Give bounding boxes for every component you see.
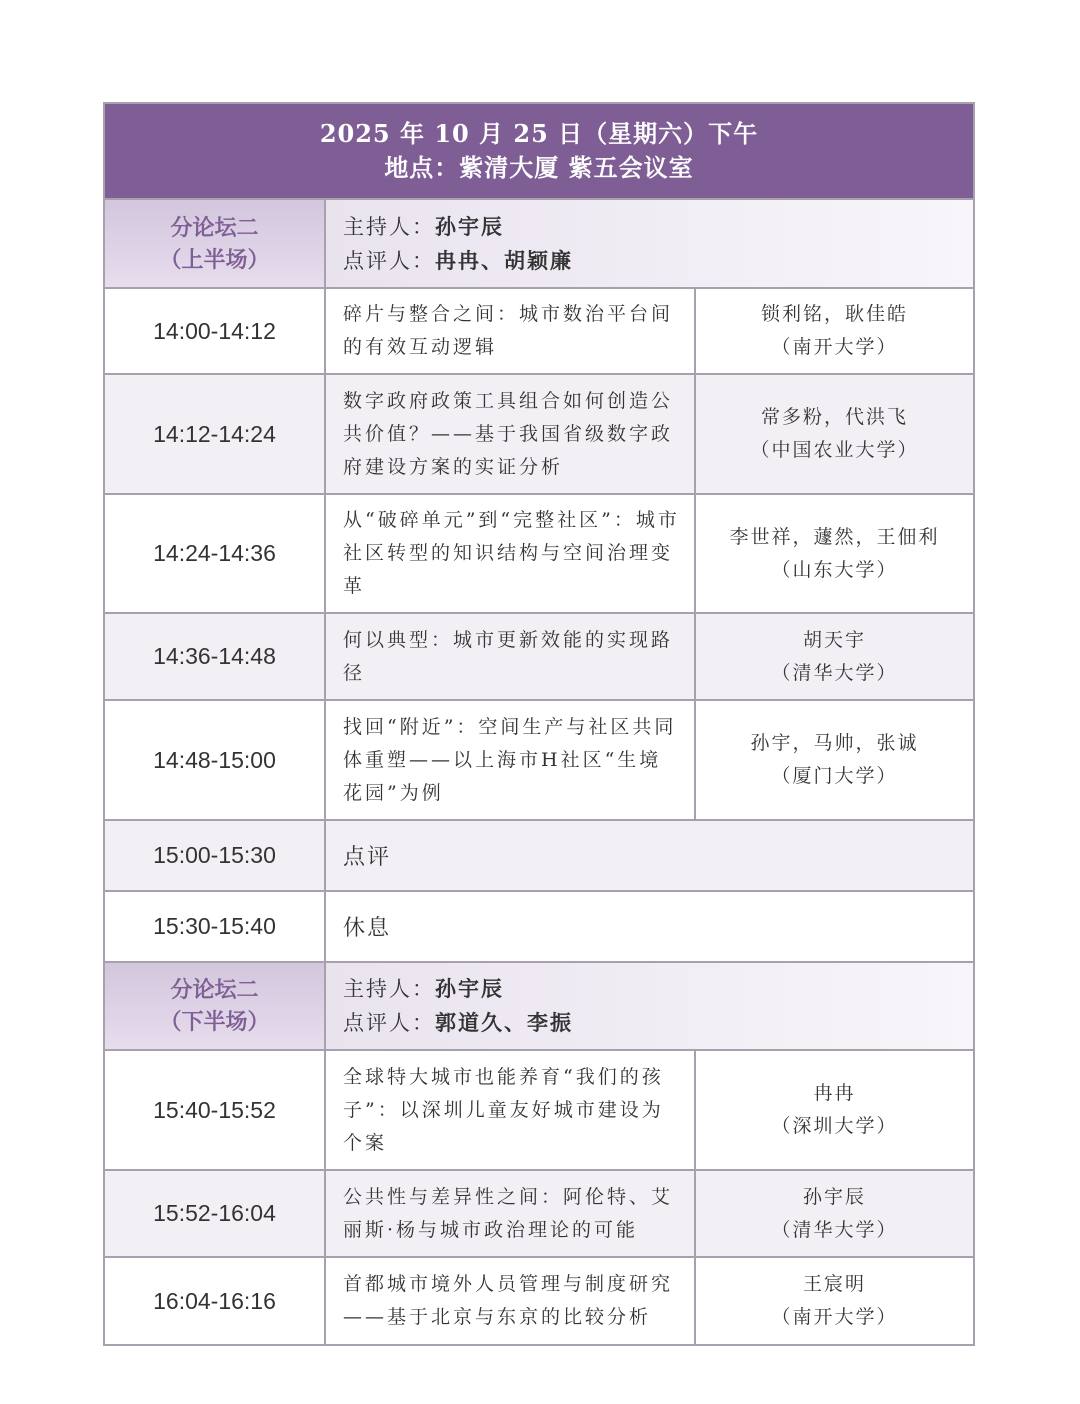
time-cell: 15:52-16:04 [105,1171,326,1256]
title-cell: 碎片与整合之间：城市数治平台间的有效互动逻辑 [326,289,696,373]
authors: 冉冉 [813,1082,856,1104]
table-row [105,701,973,821]
table-row [105,1051,973,1171]
time-cell: 14:48-15:00 [105,701,326,819]
time-cell: 16:04-16:16 [105,1258,326,1344]
author-cell [696,1051,973,1169]
forum-name: 分论坛二 [170,977,259,1003]
title-cell: 首都城市境外人员管理与制度研究——基于北京与东京的比较分析 [326,1258,696,1344]
affiliation: （深圳大学） [771,1115,898,1137]
title-cell: 从“破碎单元”到“完整社区”：城市社区转型的知识结构与空间治理变革 [326,495,696,612]
schedule-header [105,104,973,200]
author-cell [696,375,973,493]
author-cell [696,289,973,373]
authors: 王宸明 [802,1273,866,1295]
affiliation: （中国农业大学） [750,439,919,461]
table-row [105,614,973,701]
schedule-table [103,102,975,1346]
forum-half: （下半场） [159,1009,270,1035]
forum-half: （上半场） [159,246,270,273]
header-date: 2025 年 10 月 25 日（星期六）下午 [319,119,759,148]
title-cell: 数字政府政策工具组合如何创造公共价值？——基于我国省级数字政府建设方案的实证分析 [326,375,696,493]
authors: 孙宇，马帅，张诚 [750,732,919,754]
author-cell [696,495,973,612]
table-row [105,289,973,375]
host-line [343,972,973,1006]
reviewer-line [343,244,973,278]
host-line [343,210,973,244]
time-cell: 15:40-15:52 [105,1051,326,1169]
reviewer-names: 郭道久、李振 [435,1010,573,1035]
authors: 孙宇辰 [802,1185,866,1208]
author-cell [696,614,973,699]
forum-label-cell [105,200,326,287]
time-cell: 14:36-14:48 [105,614,326,699]
reviewer-line [343,1006,973,1040]
time-cell: 14:00-14:12 [105,289,326,373]
author-cell [696,1258,973,1344]
table-row [105,495,973,614]
header-location: 地点：紫清大厦 紫五会议室 [384,153,694,182]
time-cell: 15:30-15:40 [105,892,326,961]
reviewer-label: 点评人： [343,1011,435,1035]
authors: 胡天宇 [802,628,866,651]
break-label: 休息 [343,916,392,941]
affiliation: （厦门大学） [771,765,898,787]
time-cell: 14:24-14:36 [105,495,326,612]
title-cell: 全球特大城市也能养育“我们的孩子”：以深圳儿童友好城市建设为个案 [326,1051,696,1169]
table-row [105,375,973,495]
reviewer-names: 冉冉、胡颖廉 [435,247,573,273]
affiliation: （南开大学） [771,1306,898,1328]
break-label: 点评 [343,845,392,870]
author-cell [696,701,973,819]
forum-row-first-half [105,200,973,289]
reviewer-label: 点评人： [343,248,435,273]
host-label: 主持人： [343,977,435,1001]
time-cell: 15:00-15:30 [105,821,326,890]
author-cell [696,1171,973,1256]
host-label: 主持人： [343,214,435,239]
authors: 李世祥，蘧然，王佃利 [729,525,940,548]
authors: 锁利铭，耿佳皓 [760,303,908,325]
table-row [105,1258,973,1344]
time-cell: 14:12-14:24 [105,375,326,493]
forum-label-cell [105,963,326,1049]
forum-name: 分论坛二 [170,214,259,241]
table-row [105,1171,973,1258]
title-cell: 找回“附近”：空间生产与社区共同体重塑——以上海市H社区“生境花园”为例 [326,701,696,819]
authors: 常多粉，代洪飞 [760,406,908,428]
forum-row-second-half [105,963,973,1051]
host-name: 孙宇辰 [435,213,504,239]
title-cell: 公共性与差异性之间：阿伦特、艾丽斯·杨与城市政治理论的可能 [326,1171,696,1256]
affiliation: （山东大学） [771,558,898,581]
break-row-rest [105,892,973,963]
host-name: 孙宇辰 [435,976,504,1001]
affiliation: （南开大学） [771,336,898,358]
affiliation: （清华大学） [771,1218,898,1241]
forum-info-cell [326,200,973,287]
title-cell: 何以典型：城市更新效能的实现路径 [326,614,696,699]
forum-info-cell [326,963,973,1049]
affiliation: （清华大学） [771,661,898,684]
break-row-review [105,821,973,892]
